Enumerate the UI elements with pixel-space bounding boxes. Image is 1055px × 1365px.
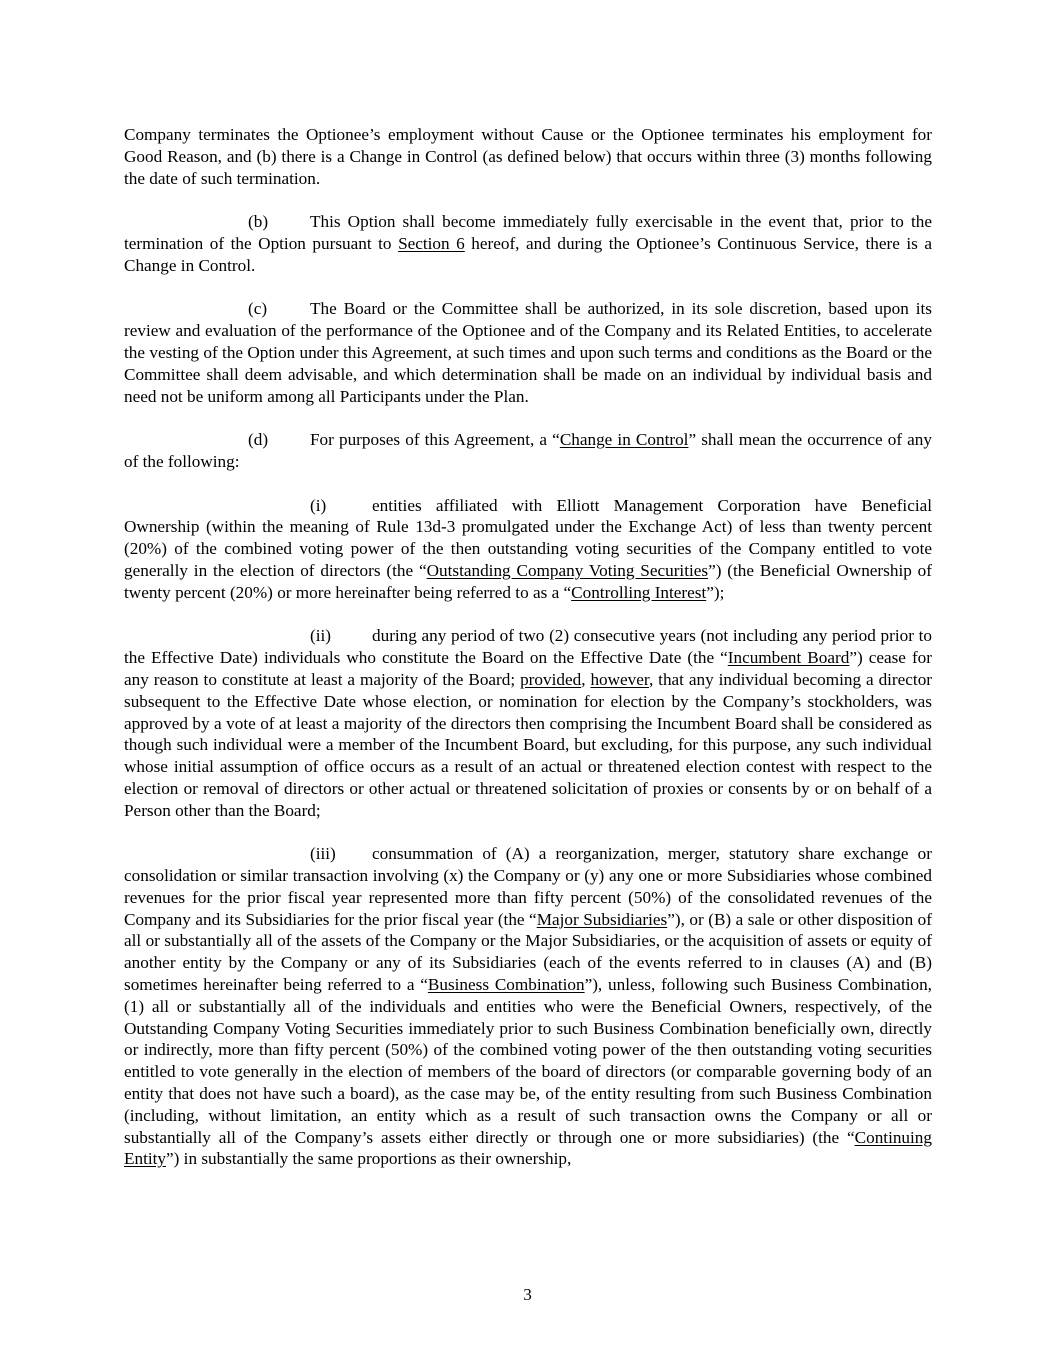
outstanding-voting-securities-term: Outstanding Company Voting Securities [426, 560, 709, 580]
business-combination-term: Business Combination [427, 975, 585, 995]
clause-i-text: entities affiliated with Elliott Management Corporation have Beneficial Ownership (within the meaning of Rule 13d-3 promulgated under the Exchange Act) of less than twenty percent (20%) of the combined voting power of the then outstanding voting securities of the Company entitled to vote generally in the election of directors (the “ [124, 495, 932, 580]
clause-iii-text: consummation of (A) a reorganization, merger, statutory share exchange or consolidation or similar transaction involving (x) the Company or (y) any one or more Subsidiaries whose combined revenues for the prior fiscal year represented more than fifty percent (50%) of the consolidated revenues of the Company and its Subsidiaries for the prior fiscal year (the “ [124, 844, 932, 929]
change-in-control-term: Change in Control [559, 430, 689, 450]
major-subsidiaries-term: Major Subsidiaries [536, 909, 668, 929]
however-term: however [590, 669, 649, 689]
document-page [124, 124, 932, 1192]
clause-iii-label: (iii) [310, 844, 336, 864]
clause-ii-text-cont: ”) cease for any reason to constitute at least a majority of the Board; [124, 648, 932, 689]
clause-i-text-end: ”); [706, 582, 725, 602]
section-b-text: This Option shall become immediately fully exercisable in the event that, prior to the termination of the Option pursuant to [124, 212, 932, 253]
section-b-label: (b) [248, 212, 269, 232]
clause-iii-text-cont-2: ”), unless, following such Business Combination, (1) all or substantially all of the individuals and entities who were the Beneficial Owners, respectively, of the Outstanding Company Voting Securities immediately prior to such Business Combination beneficially own, directly or indirectly, more than fifty percent (50%) of the combined voting power of the then outstanding voting securities entitled to vote generally in the election of members of the board of directors (or comparable governing body of an entity that does not have such a board), as the case may be, of the entity resulting from such Business Combination (including, without limitation, an entity which as a result of such transaction owns the Company or all or substantially all of the Company’s assets either directly or through one or more subsidiaries) (the “ [124, 975, 932, 1147]
section-6-reference: Section 6 [398, 233, 465, 253]
clause-ii-comma: , [581, 669, 591, 689]
clause-i-paragraph [124, 495, 932, 604]
section-d-text: For purposes of this Agreement, a “ [310, 430, 560, 450]
clause-iii-text-end: ”) in substantially the same proportions as their ownership, [166, 1149, 572, 1169]
provided-term: provided [520, 669, 582, 689]
section-c-text: The Board or the Committee shall be authorized, in its sole discretion, based upon its review and evaluation of the performance of the Optionee and of the Company and its Related Entities, to accelerate the vesting of the Option under this Agreement, at such times and upon such terms and conditions as the Board or the Committee shall deem advisable, and which determination shall be made on an individual by individual basis and need not be uniform among all Participants under the Plan. [124, 299, 932, 406]
section-b-text-cont: hereof, and during the Optionee’s Continuous Service, there is a Change in Control. [124, 233, 932, 275]
intro-paragraph [124, 124, 932, 189]
page-number: 3 [523, 1285, 532, 1304]
incumbent-board-term: Incumbent Board [727, 648, 850, 668]
section-d-paragraph [124, 429, 932, 473]
continuing-entity-term: Continuing Entity [124, 1127, 932, 1169]
clause-ii-text: during any period of two (2) consecutive years (not including any period prior to the Effective Date) individuals who constitute the Board on the Effective Date (the “ [124, 626, 932, 668]
clause-ii-text-end: , that any individual becoming a director subsequent to the Effective Date whose election, or nomination for election by the Company’s stockholders, was approved by a vote of at least a majority of the directors then comprising the Incumbent Board shall be considered as though such individual were a member of the Incumbent Board, but excluding, for this purpose, any such individual whose initial assumption of office occurs as a result of an actual or threatened election contest with respect to the election or removal of directors or other actual or threatened solicitation of proxies or consents by or on behalf of a Person other than the Board; [124, 669, 933, 820]
clause-i-label: (i) [310, 495, 327, 515]
intro-text: Company terminates the Optionee’s employment without Cause or the Optionee terminates his employment for Good Reason, and (b) there is a Change in Control (as defined below) that occurs within three (3) months following the date of such termination. [124, 125, 932, 188]
section-c-paragraph [124, 298, 932, 407]
clause-i-text-cont: ”) (the Beneficial Ownership of twenty percent (20%) or more hereinafter being referred to as a “ [124, 560, 932, 602]
clause-iii-paragraph [124, 843, 932, 1170]
section-b-paragraph [124, 211, 932, 276]
section-d-text-cont: ” shall mean the occurrence of any of the following: [124, 430, 932, 471]
section-c-label: (c) [248, 299, 268, 319]
section-d-label: (d) [248, 430, 269, 450]
clause-ii-label: (ii) [310, 626, 331, 646]
clause-ii-paragraph [124, 625, 932, 821]
controlling-interest-term: Controlling Interest [571, 582, 707, 602]
clause-iii-text-cont: ”), or (B) a sale or other disposition of all or substantially all of the assets of the Company or the Major Subsidiaries, or the acquisition of assets or equity of another entity by the Company or any of its Subsidiaries (each of the events referred to in clauses (A) and (B) sometimes hereinafter being referred to a “ [124, 909, 932, 995]
